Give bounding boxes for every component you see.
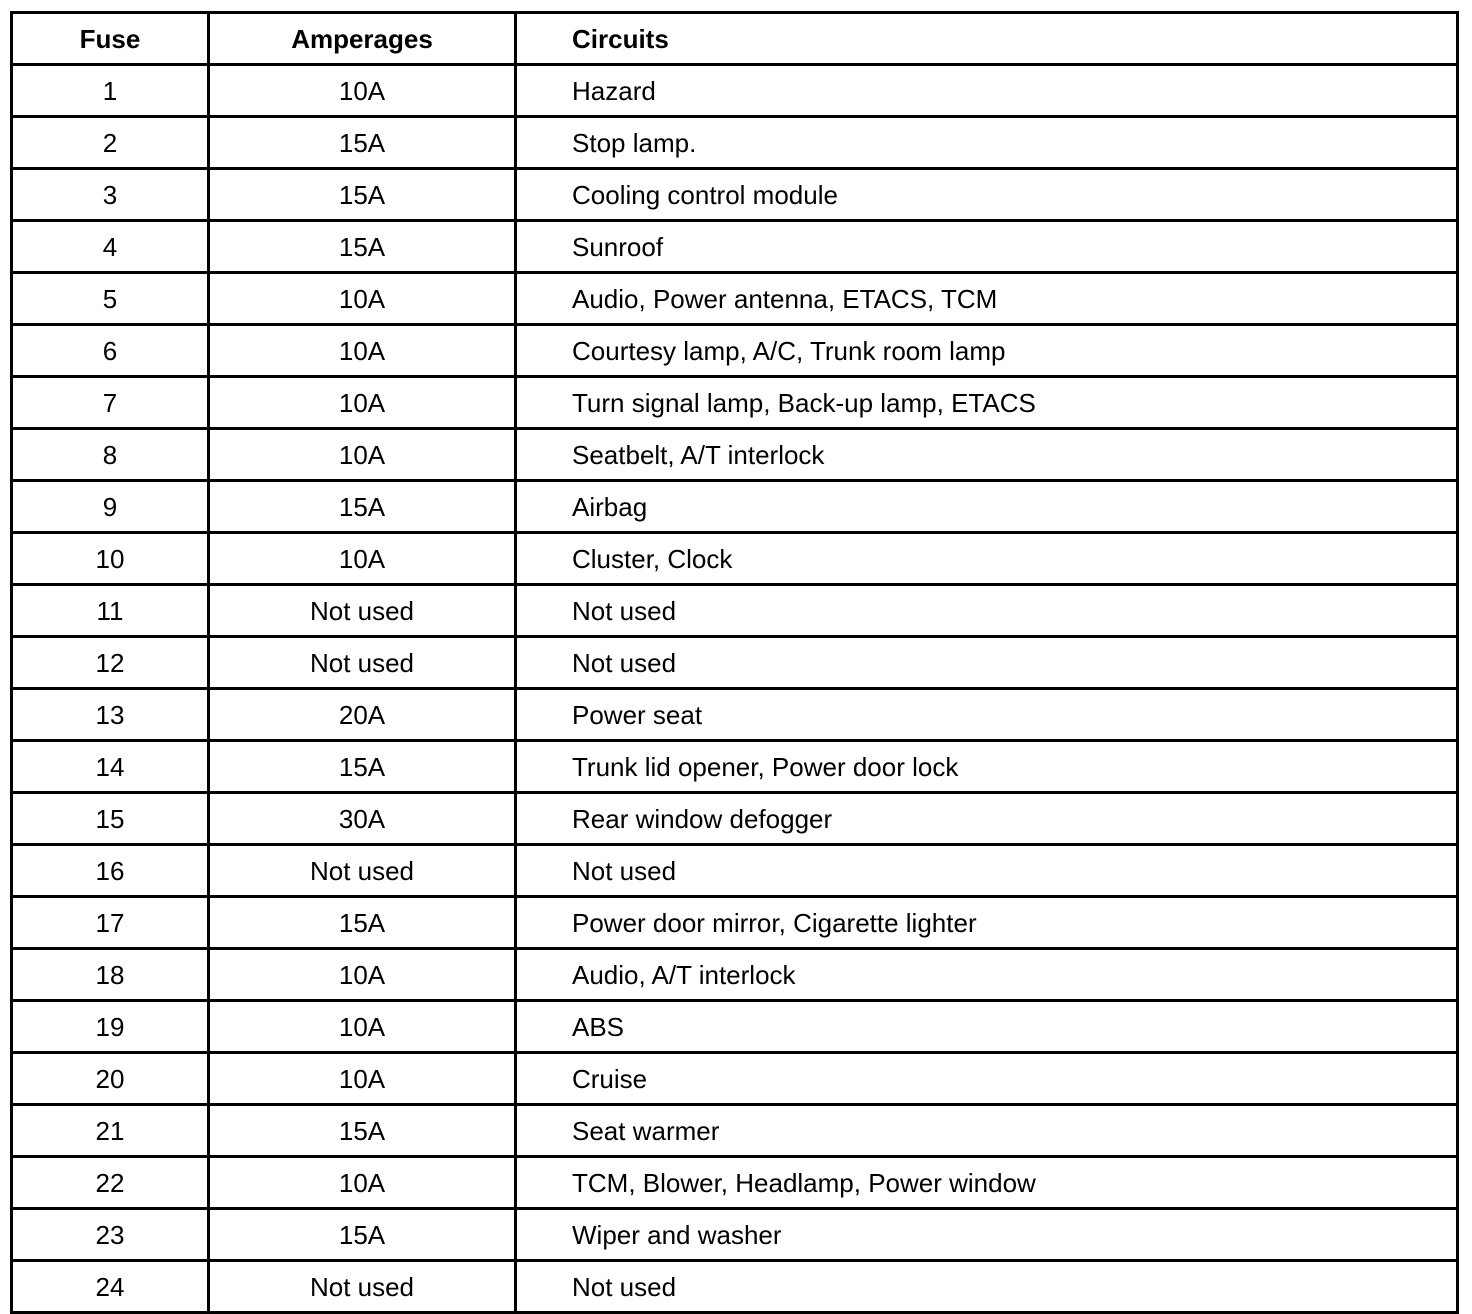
fuse-number-cell: 6 xyxy=(12,325,209,377)
fuse-number-cell: 8 xyxy=(12,429,209,481)
table-row xyxy=(12,481,1458,533)
circuits-cell: Turn signal lamp, Back-up lamp, ETACS xyxy=(516,377,1458,429)
amperage-cell: 15A xyxy=(209,1105,516,1157)
table-row xyxy=(12,845,1458,897)
amperage-cell: 10A xyxy=(209,65,516,117)
amperage-cell: Not used xyxy=(209,585,516,637)
table-row xyxy=(12,585,1458,637)
amperage-cell: Not used xyxy=(209,845,516,897)
column-header-fuse: Fuse xyxy=(12,13,209,65)
table-body xyxy=(12,65,1458,1313)
table-row xyxy=(12,1209,1458,1261)
circuits-cell: Audio, A/T interlock xyxy=(516,949,1458,1001)
table-row xyxy=(12,1001,1458,1053)
amperage-cell: 20A xyxy=(209,689,516,741)
table-row xyxy=(12,377,1458,429)
table-row xyxy=(12,1261,1458,1313)
fuse-number-cell: 17 xyxy=(12,897,209,949)
fuse-number-cell: 12 xyxy=(12,637,209,689)
fuse-number-cell: 21 xyxy=(12,1105,209,1157)
circuits-cell: Airbag xyxy=(516,481,1458,533)
fuse-number-cell: 4 xyxy=(12,221,209,273)
table-row xyxy=(12,117,1458,169)
circuits-cell: Cruise xyxy=(516,1053,1458,1105)
fuse-number-cell: 18 xyxy=(12,949,209,1001)
amperage-cell: 15A xyxy=(209,169,516,221)
circuits-cell: Wiper and washer xyxy=(516,1209,1458,1261)
fuse-number-cell: 7 xyxy=(12,377,209,429)
amperage-cell: 10A xyxy=(209,429,516,481)
amperage-cell: 30A xyxy=(209,793,516,845)
fuse-number-cell: 3 xyxy=(12,169,209,221)
table-row xyxy=(12,273,1458,325)
circuits-cell: Seat warmer xyxy=(516,1105,1458,1157)
circuits-cell: Cooling control module xyxy=(516,169,1458,221)
amperage-cell: Not used xyxy=(209,1261,516,1313)
circuits-cell: Not used xyxy=(516,1261,1458,1313)
fuse-number-cell: 22 xyxy=(12,1157,209,1209)
table-row xyxy=(12,1157,1458,1209)
circuits-cell: Not used xyxy=(516,585,1458,637)
amperage-cell: 10A xyxy=(209,1001,516,1053)
circuits-cell: TCM, Blower, Headlamp, Power window xyxy=(516,1157,1458,1209)
circuits-cell: Cluster, Clock xyxy=(516,533,1458,585)
table-row xyxy=(12,429,1458,481)
amperage-cell: 15A xyxy=(209,481,516,533)
table-row xyxy=(12,221,1458,273)
table-header-row xyxy=(12,13,1458,65)
column-header-amperages: Amperages xyxy=(209,13,516,65)
amperage-cell: 10A xyxy=(209,1157,516,1209)
fuse-number-cell: 20 xyxy=(12,1053,209,1105)
table-row xyxy=(12,325,1458,377)
table-row xyxy=(12,533,1458,585)
circuits-cell: Courtesy lamp, A/C, Trunk room lamp xyxy=(516,325,1458,377)
circuits-cell: Stop lamp. xyxy=(516,117,1458,169)
circuits-cell: Trunk lid opener, Power door lock xyxy=(516,741,1458,793)
amperage-cell: 15A xyxy=(209,1209,516,1261)
table-row xyxy=(12,637,1458,689)
circuits-cell: Power seat xyxy=(516,689,1458,741)
circuits-cell: Not used xyxy=(516,845,1458,897)
table-row xyxy=(12,793,1458,845)
table-row xyxy=(12,1105,1458,1157)
column-header-circuits: Circuits xyxy=(516,13,1458,65)
circuits-cell: Audio, Power antenna, ETACS, TCM xyxy=(516,273,1458,325)
amperage-cell: 10A xyxy=(209,377,516,429)
circuits-cell: Sunroof xyxy=(516,221,1458,273)
fuse-number-cell: 1 xyxy=(12,65,209,117)
fuse-table-container xyxy=(10,11,1459,1302)
fuse-number-cell: 23 xyxy=(12,1209,209,1261)
table-row xyxy=(12,897,1458,949)
circuits-cell: Rear window defogger xyxy=(516,793,1458,845)
fuse-number-cell: 11 xyxy=(12,585,209,637)
amperage-cell: 10A xyxy=(209,949,516,1001)
circuits-cell: Power door mirror, Cigarette lighter xyxy=(516,897,1458,949)
amperage-cell: 15A xyxy=(209,741,516,793)
fuse-number-cell: 5 xyxy=(12,273,209,325)
fuse-table xyxy=(10,11,1459,1314)
table-row xyxy=(12,65,1458,117)
fuse-number-cell: 9 xyxy=(12,481,209,533)
table-row xyxy=(12,1053,1458,1105)
amperage-cell: Not used xyxy=(209,637,516,689)
fuse-number-cell: 16 xyxy=(12,845,209,897)
amperage-cell: 10A xyxy=(209,1053,516,1105)
fuse-number-cell: 15 xyxy=(12,793,209,845)
amperage-cell: 10A xyxy=(209,325,516,377)
circuits-cell: Seatbelt, A/T interlock xyxy=(516,429,1458,481)
amperage-cell: 15A xyxy=(209,897,516,949)
fuse-number-cell: 10 xyxy=(12,533,209,585)
amperage-cell: 15A xyxy=(209,117,516,169)
circuits-cell: ABS xyxy=(516,1001,1458,1053)
fuse-number-cell: 19 xyxy=(12,1001,209,1053)
circuits-cell: Not used xyxy=(516,637,1458,689)
fuse-number-cell: 24 xyxy=(12,1261,209,1313)
amperage-cell: 15A xyxy=(209,221,516,273)
fuse-number-cell: 2 xyxy=(12,117,209,169)
table-row xyxy=(12,741,1458,793)
amperage-cell: 10A xyxy=(209,533,516,585)
circuits-cell: Hazard xyxy=(516,65,1458,117)
amperage-cell: 10A xyxy=(209,273,516,325)
table-row xyxy=(12,689,1458,741)
table-row xyxy=(12,949,1458,1001)
fuse-number-cell: 13 xyxy=(12,689,209,741)
table-row xyxy=(12,169,1458,221)
fuse-number-cell: 14 xyxy=(12,741,209,793)
